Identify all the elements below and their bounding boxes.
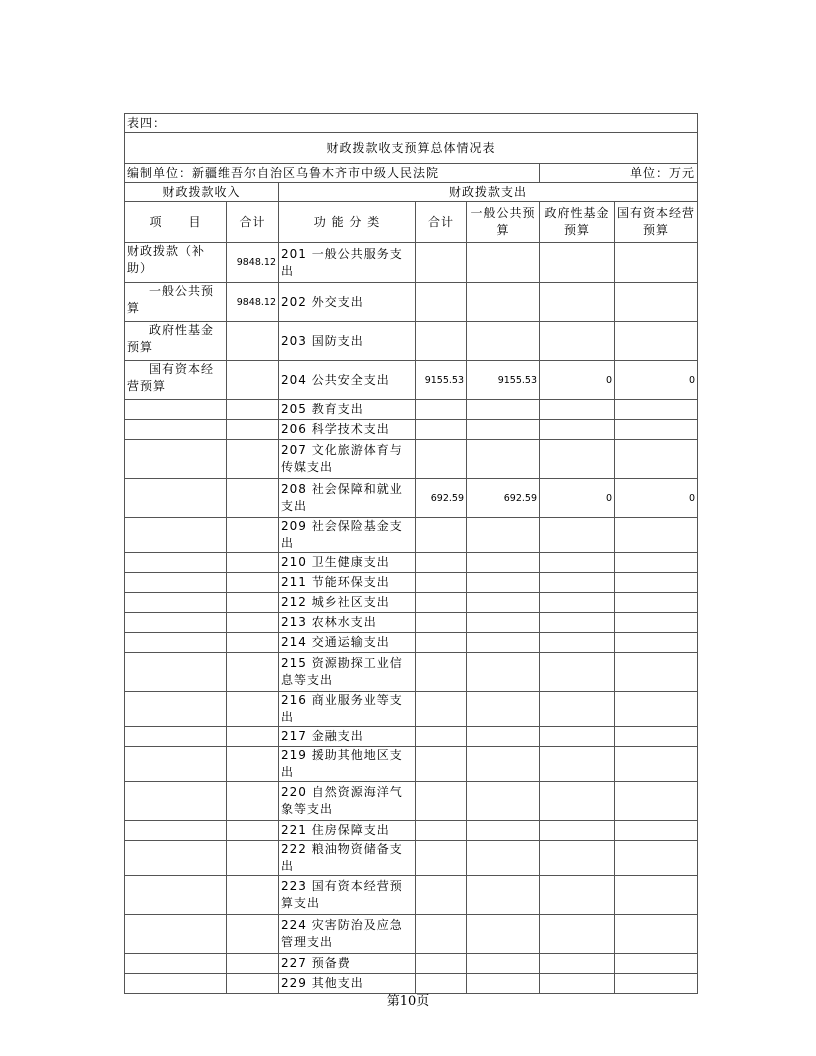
general-budget-cell xyxy=(467,633,540,653)
fund-budget-cell xyxy=(540,841,615,876)
income-item-cell xyxy=(125,593,227,613)
state-capital-budget-cell xyxy=(615,727,698,747)
fund-budget-cell xyxy=(540,727,615,747)
fund-budget-cell xyxy=(540,915,615,954)
income-item-cell xyxy=(125,782,227,821)
income-item-cell xyxy=(125,613,227,633)
state-capital-budget-cell xyxy=(615,782,698,821)
col-header-function: 功 能 分 类 xyxy=(279,202,416,243)
table-note: 表四： xyxy=(125,114,698,133)
expense-total-cell xyxy=(416,821,467,841)
state-capital-budget-cell xyxy=(615,400,698,420)
income-total-cell xyxy=(227,876,279,915)
general-budget-cell xyxy=(467,518,540,553)
function-class-cell: 204 公共安全支出 xyxy=(279,361,416,400)
income-item-cell xyxy=(125,821,227,841)
fund-budget-cell xyxy=(540,573,615,593)
general-budget-cell xyxy=(467,613,540,633)
function-class-cell: 211 节能环保支出 xyxy=(279,573,416,593)
table-row xyxy=(125,479,698,518)
fund-budget-cell: 0 xyxy=(540,479,615,518)
general-budget-cell xyxy=(467,593,540,613)
table-row xyxy=(125,747,698,782)
table-row xyxy=(125,633,698,653)
general-budget-cell xyxy=(467,915,540,954)
table-row xyxy=(125,653,698,692)
state-capital-budget-cell xyxy=(615,283,698,322)
general-budget-cell xyxy=(467,322,540,361)
general-budget-cell xyxy=(467,553,540,573)
table-row xyxy=(125,841,698,876)
fund-budget-cell xyxy=(540,420,615,440)
state-capital-budget-cell xyxy=(615,692,698,727)
income-section-header: 财政拨款收入 xyxy=(125,183,279,202)
expense-total-cell: 9155.53 xyxy=(416,361,467,400)
table-row xyxy=(125,573,698,593)
fund-budget-cell xyxy=(540,692,615,727)
function-class-cell: 206 科学技术支出 xyxy=(279,420,416,440)
state-capital-budget-cell xyxy=(615,243,698,283)
function-class-cell: 208 社会保障和就业支出 xyxy=(279,479,416,518)
expense-total-cell xyxy=(416,692,467,727)
general-budget-cell xyxy=(467,782,540,821)
expense-total-cell xyxy=(416,573,467,593)
general-budget-cell xyxy=(467,954,540,974)
income-total-cell xyxy=(227,954,279,974)
table-row xyxy=(125,876,698,915)
expense-total-cell xyxy=(416,613,467,633)
function-class-cell: 202 外交支出 xyxy=(279,283,416,322)
table-row xyxy=(125,518,698,553)
general-budget-cell xyxy=(467,747,540,782)
table-row xyxy=(125,553,698,573)
state-capital-budget-cell xyxy=(615,841,698,876)
income-item-cell xyxy=(125,420,227,440)
expense-total-cell xyxy=(416,954,467,974)
income-item-cell xyxy=(125,518,227,553)
page-number: 第10页 xyxy=(386,994,430,1009)
state-capital-budget-cell xyxy=(615,876,698,915)
function-class-cell: 224 灾害防治及应急管理支出 xyxy=(279,915,416,954)
state-capital-budget-cell xyxy=(615,613,698,633)
function-class-cell: 205 教育支出 xyxy=(279,400,416,420)
table-row xyxy=(125,954,698,974)
budget-table xyxy=(124,113,698,994)
expense-total-cell xyxy=(416,440,467,479)
income-item-cell: 一般公共预算 xyxy=(125,283,227,322)
general-budget-cell xyxy=(467,573,540,593)
fund-budget-cell xyxy=(540,283,615,322)
table-row xyxy=(125,322,698,361)
currency-unit: 单位：万元 xyxy=(540,164,698,183)
income-item-cell: 政府性基金预算 xyxy=(125,322,227,361)
income-item-cell xyxy=(125,479,227,518)
table-row xyxy=(125,283,698,322)
income-item-cell xyxy=(125,915,227,954)
state-capital-budget-cell xyxy=(615,821,698,841)
general-budget-cell: 9155.53 xyxy=(467,361,540,400)
fund-budget-cell xyxy=(540,653,615,692)
expense-total-cell xyxy=(416,633,467,653)
function-class-cell: 222 粮油物资储备支出 xyxy=(279,841,416,876)
col-header-item: 项 目 xyxy=(125,202,227,243)
income-item-cell xyxy=(125,692,227,727)
expense-total-cell xyxy=(416,400,467,420)
income-total-cell xyxy=(227,821,279,841)
income-item-cell xyxy=(125,633,227,653)
general-budget-cell: 692.59 xyxy=(467,479,540,518)
general-budget-cell xyxy=(467,727,540,747)
state-capital-budget-cell xyxy=(615,954,698,974)
general-budget-cell xyxy=(467,821,540,841)
income-total-cell xyxy=(227,361,279,400)
income-item-cell xyxy=(125,553,227,573)
fund-budget-cell xyxy=(540,553,615,573)
fund-budget-cell xyxy=(540,518,615,553)
income-total-cell xyxy=(227,727,279,747)
table-row xyxy=(125,400,698,420)
table-row xyxy=(125,782,698,821)
expense-total-cell xyxy=(416,841,467,876)
income-item-cell xyxy=(125,954,227,974)
general-budget-cell xyxy=(467,283,540,322)
general-budget-cell xyxy=(467,440,540,479)
function-class-cell: 201 一般公共服务支出 xyxy=(279,243,416,283)
income-total-cell xyxy=(227,593,279,613)
state-capital-budget-cell: 0 xyxy=(615,361,698,400)
state-capital-budget-cell xyxy=(615,573,698,593)
state-capital-budget-cell xyxy=(615,633,698,653)
income-item-cell xyxy=(125,876,227,915)
income-item-cell: 财政拨款（补助） xyxy=(125,243,227,283)
expense-total-cell xyxy=(416,915,467,954)
function-class-cell: 216 商业服务业等支出 xyxy=(279,692,416,727)
expense-section-header: 财政拨款支出 xyxy=(279,183,698,202)
income-item-cell xyxy=(125,841,227,876)
col-header-state-capital-budget: 国有资本经营预算 xyxy=(615,202,698,243)
income-total-cell xyxy=(227,841,279,876)
table-row xyxy=(125,692,698,727)
function-class-cell: 220 自然资源海洋气象等支出 xyxy=(279,782,416,821)
function-class-cell: 219 援助其他地区支出 xyxy=(279,747,416,782)
fund-budget-cell xyxy=(540,876,615,915)
expense-total-cell xyxy=(416,727,467,747)
expense-total-cell xyxy=(416,322,467,361)
state-capital-budget-cell xyxy=(615,420,698,440)
income-total-cell xyxy=(227,915,279,954)
income-total-cell xyxy=(227,322,279,361)
fund-budget-cell xyxy=(540,633,615,653)
table-row xyxy=(125,440,698,479)
col-header-income-total: 合计 xyxy=(227,202,279,243)
income-total-cell xyxy=(227,420,279,440)
state-capital-budget-cell xyxy=(615,915,698,954)
expense-total-cell xyxy=(416,593,467,613)
fund-budget-cell xyxy=(540,613,615,633)
table-row xyxy=(125,420,698,440)
fund-budget-cell xyxy=(540,821,615,841)
state-capital-budget-cell: 0 xyxy=(615,479,698,518)
income-total-cell xyxy=(227,747,279,782)
income-item-cell xyxy=(125,440,227,479)
fund-budget-cell xyxy=(540,593,615,613)
state-capital-budget-cell xyxy=(615,653,698,692)
income-total-cell: 9848.12 xyxy=(227,243,279,283)
state-capital-budget-cell xyxy=(615,553,698,573)
expense-total-cell xyxy=(416,243,467,283)
function-class-cell: 209 社会保险基金支出 xyxy=(279,518,416,553)
income-total-cell xyxy=(227,518,279,553)
general-budget-cell xyxy=(467,841,540,876)
col-header-general-budget: 一般公共预算 xyxy=(467,202,540,243)
income-item-cell xyxy=(125,727,227,747)
income-item-cell xyxy=(125,573,227,593)
income-total-cell xyxy=(227,400,279,420)
expense-total-cell xyxy=(416,747,467,782)
table-row xyxy=(125,613,698,633)
general-budget-cell xyxy=(467,243,540,283)
income-total-cell xyxy=(227,633,279,653)
page-title: 财政拨款收支预算总体情况表 xyxy=(125,133,698,164)
income-item-cell xyxy=(125,653,227,692)
function-class-cell: 217 金融支出 xyxy=(279,727,416,747)
expense-total-cell xyxy=(416,782,467,821)
fund-budget-cell xyxy=(540,440,615,479)
income-total-cell xyxy=(227,573,279,593)
income-total-cell xyxy=(227,553,279,573)
state-capital-budget-cell xyxy=(615,518,698,553)
expense-total-cell xyxy=(416,420,467,440)
income-item-cell xyxy=(125,747,227,782)
fund-budget-cell xyxy=(540,954,615,974)
income-total-cell xyxy=(227,440,279,479)
function-class-cell: 215 资源勘探工业信息等支出 xyxy=(279,653,416,692)
table-row xyxy=(125,243,698,283)
function-class-cell: 212 城乡社区支出 xyxy=(279,593,416,613)
table-row xyxy=(125,727,698,747)
expense-total-cell: 692.59 xyxy=(416,479,467,518)
fund-budget-cell xyxy=(540,782,615,821)
function-class-cell: 214 交通运输支出 xyxy=(279,633,416,653)
function-class-cell: 210 卫生健康支出 xyxy=(279,553,416,573)
col-header-fund-budget: 政府性基金预算 xyxy=(540,202,615,243)
function-class-cell: 223 国有资本经营预算支出 xyxy=(279,876,416,915)
expense-total-cell xyxy=(416,653,467,692)
income-total-cell xyxy=(227,782,279,821)
fund-budget-cell xyxy=(540,322,615,361)
general-budget-cell xyxy=(467,692,540,727)
income-total-cell xyxy=(227,613,279,633)
income-total-cell xyxy=(227,479,279,518)
function-class-cell: 203 国防支出 xyxy=(279,322,416,361)
table-row xyxy=(125,915,698,954)
state-capital-budget-cell xyxy=(615,593,698,613)
table-row xyxy=(125,593,698,613)
fund-budget-cell xyxy=(540,747,615,782)
general-budget-cell xyxy=(467,420,540,440)
income-item-cell xyxy=(125,400,227,420)
function-class-cell: 227 预备费 xyxy=(279,954,416,974)
function-class-cell: 221 住房保障支出 xyxy=(279,821,416,841)
expense-total-cell xyxy=(416,876,467,915)
state-capital-budget-cell xyxy=(615,322,698,361)
fund-budget-cell: 0 xyxy=(540,361,615,400)
function-class-cell: 229 其他支出 xyxy=(279,974,416,994)
state-capital-budget-cell xyxy=(615,747,698,782)
income-total-cell xyxy=(227,653,279,692)
function-class-cell: 207 文化旅游体育与传媒支出 xyxy=(279,440,416,479)
function-class-cell: 213 农林水支出 xyxy=(279,613,416,633)
fund-budget-cell xyxy=(540,400,615,420)
fund-budget-cell xyxy=(540,243,615,283)
income-total-cell: 9848.12 xyxy=(227,283,279,322)
income-total-cell xyxy=(227,692,279,727)
expense-total-cell xyxy=(416,518,467,553)
col-header-expense-total: 合计 xyxy=(416,202,467,243)
state-capital-budget-cell xyxy=(615,440,698,479)
table-row xyxy=(125,821,698,841)
expense-total-cell xyxy=(416,283,467,322)
general-budget-cell xyxy=(467,876,540,915)
general-budget-cell xyxy=(467,400,540,420)
income-item-cell: 国有资本经营预算 xyxy=(125,361,227,400)
compiling-unit: 编制单位：新疆维吾尔自治区乌鲁木齐市中级人民法院 xyxy=(125,164,540,183)
expense-total-cell xyxy=(416,553,467,573)
general-budget-cell xyxy=(467,653,540,692)
table-row xyxy=(125,361,698,400)
